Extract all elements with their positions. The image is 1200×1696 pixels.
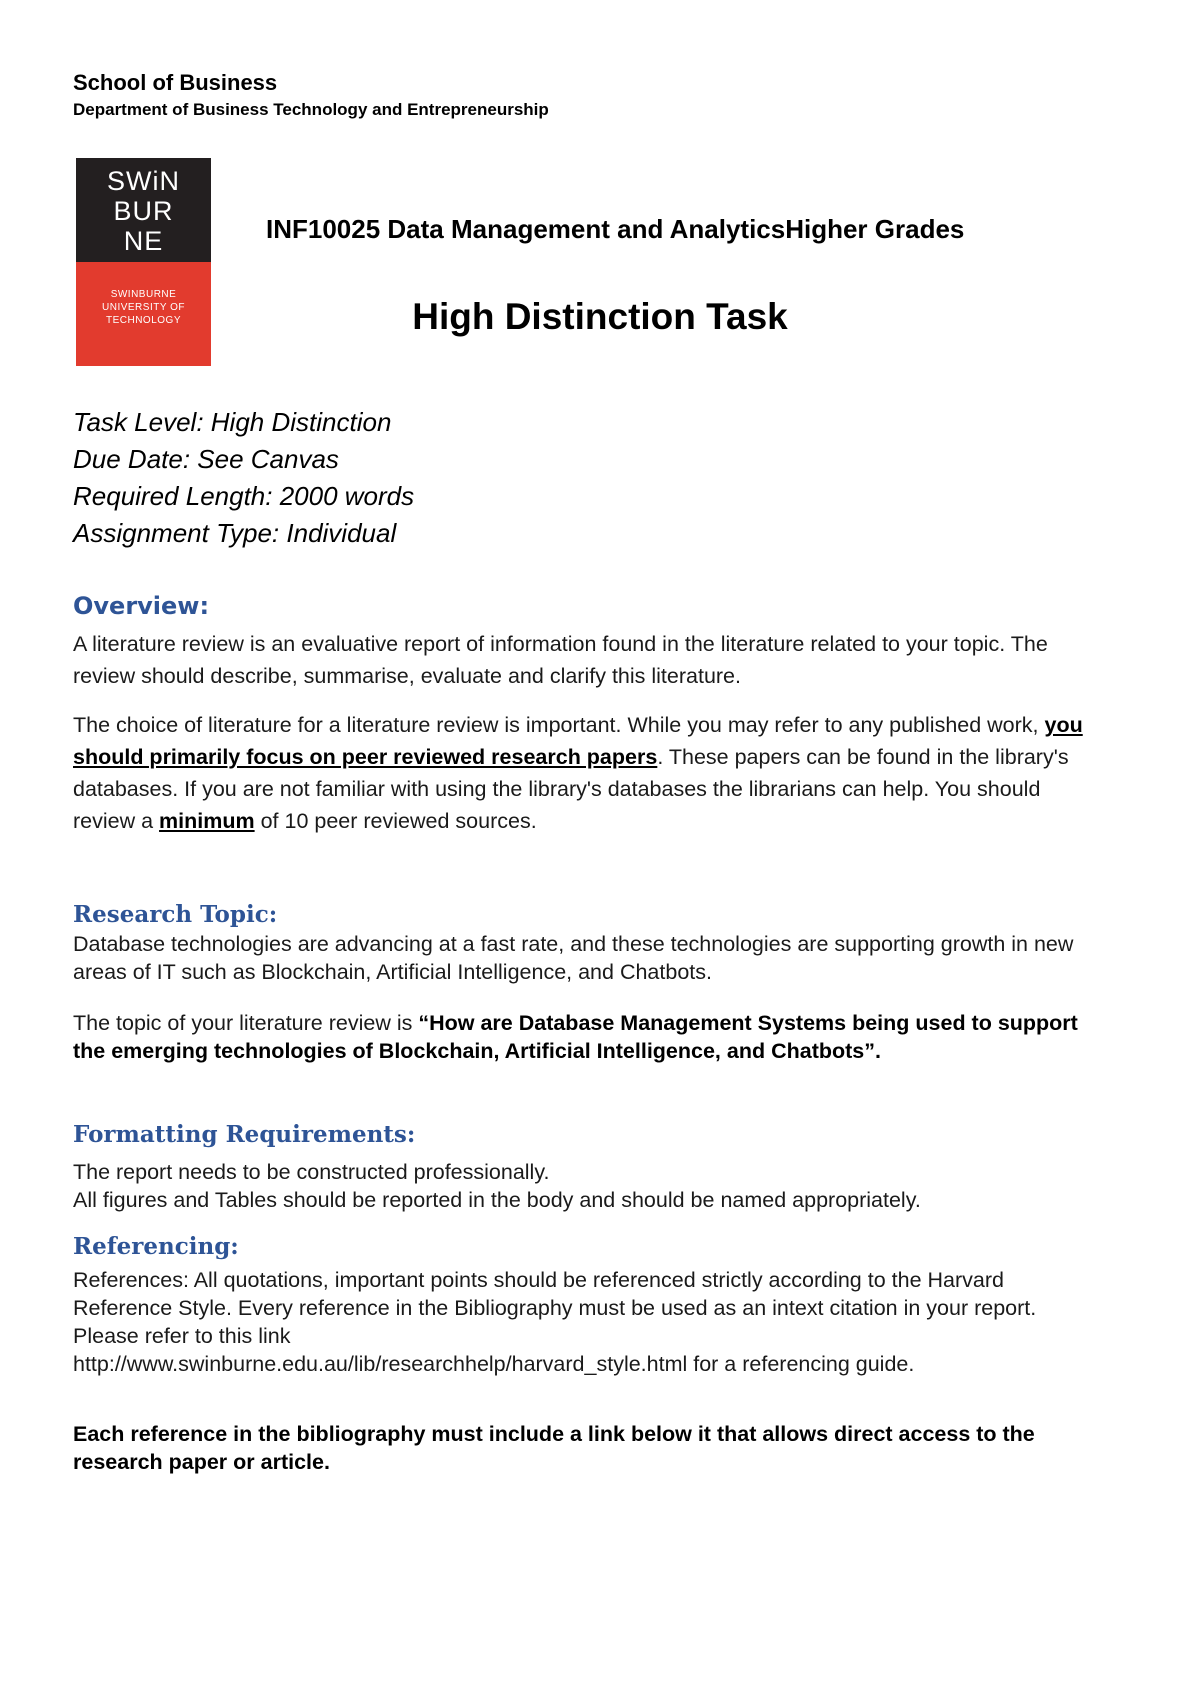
logo-line-2: BUR — [113, 196, 174, 226]
page-title — [0, 296, 1200, 338]
formatting-heading: Formatting Requirements: — [73, 1121, 416, 1148]
referencing-text: References: All quotations, important points should be referenced strictly according to the Harvard Reference Style. Every reference in the Bibliography must be used as an intext citation in your report. Please refer to this link — [73, 1268, 1037, 1348]
logo-uni-line-1: SWINBURNE — [110, 289, 177, 300]
department-name: Department of Business Technology and Entrepreneurship — [73, 100, 549, 119]
logo-line-3: NE — [123, 226, 164, 256]
logo-uni-line-2: UNIVERSITY OF — [102, 302, 185, 313]
overview-heading: Overview: — [73, 592, 210, 620]
assignment-type: Assignment Type: Individual — [73, 518, 397, 548]
research-topic-paragraph-2 — [73, 1009, 1083, 1065]
harvard-style-link[interactable]: http://www.swinburne.edu.au/lib/researchhelp/harvard_style.html — [73, 1352, 688, 1376]
task-title-text: High Distinction Task — [412, 296, 788, 337]
formatting-line-1: The report needs to be constructed professionally. — [73, 1160, 550, 1184]
final-note: Each reference in the bibliography must include a link below it that allows direct access to the research paper or article. — [73, 1422, 1035, 1474]
research-topic-question: “How are Database Management Systems being used to support the emerging technologies of Blockchain, Artificial Intelligence, and Chatbots”. — [73, 1011, 1078, 1063]
overview-paragraph-2 — [73, 709, 1083, 837]
overview-p2-text-a: The choice of literature for a literature review is important. While you may refer to any published work, — [73, 713, 1045, 737]
logo-line-1: SWiN — [107, 166, 180, 196]
research-topic-heading: Research Topic: — [73, 901, 278, 928]
research-topic-p2-text: The topic of your literature review is — [73, 1011, 419, 1035]
overview-p2-text-c: of 10 peer reviewed sources. — [254, 809, 537, 833]
overview-paragraph-1: A literature review is an evaluative report of information found in the literature related to your topic. The review should describe, summarise, evaluate and clarify this literature. — [73, 632, 1048, 688]
formatting-line-2: All figures and Tables should be reported in the body and should be named appropriately. — [73, 1188, 921, 1212]
research-topic-paragraph-1: Database technologies are advancing at a fast rate, and these technologies are supporting growth in new areas of IT such as Blockchain, Artificial Intelligence, and Chatbots. — [73, 932, 1074, 984]
referencing-link-suffix: for a referencing guide. — [687, 1352, 915, 1376]
course-title: INF10025 Data Management and AnalyticsHigher Grades — [266, 214, 965, 244]
required-length: Required Length: 2000 words — [73, 481, 415, 511]
task-info — [73, 404, 414, 552]
overview-p2-text-b: . These papers can be found in the library's databases. If you are not familiar with using the library's databases the librarians can help. You should review a — [73, 745, 1069, 833]
overview-minimum: minimum — [159, 809, 255, 833]
school-name: School of Business — [73, 70, 278, 95]
referencing-paragraph — [73, 1266, 1083, 1378]
referencing-heading: Referencing: — [73, 1233, 239, 1260]
formatting-requirements — [73, 1158, 1083, 1214]
logo-uni-line-3: TECHNOLOGY — [105, 315, 181, 326]
due-date: Due Date: See Canvas — [73, 444, 339, 474]
task-level: Task Level: High Distinction — [73, 407, 392, 437]
overview-emphasis: you should primarily focus on peer reviewed research papers — [73, 713, 1083, 769]
